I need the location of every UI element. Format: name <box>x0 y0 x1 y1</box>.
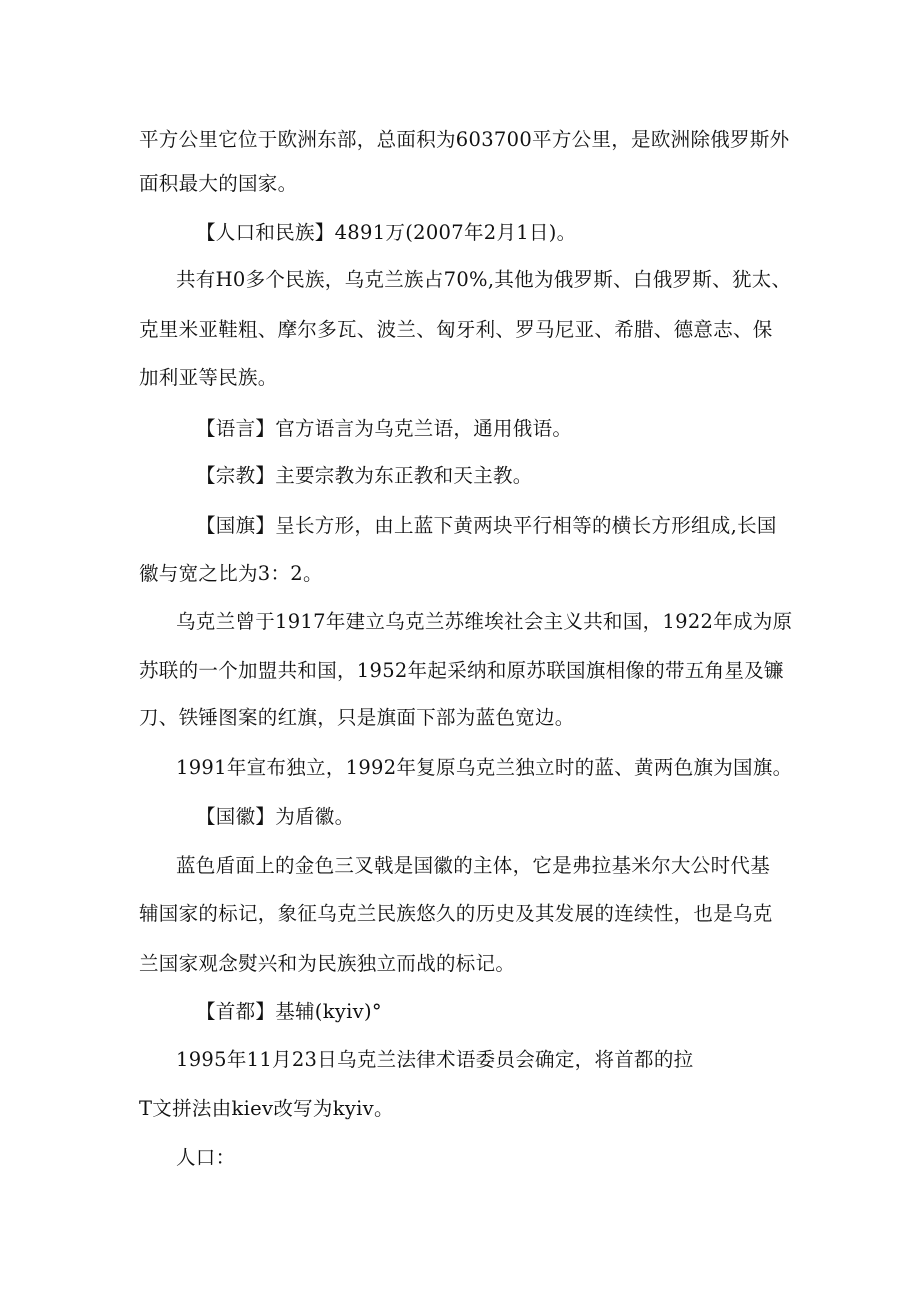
section-flag-line-1: 【国旗】呈长方形，由上蓝下黄两块平行相等的横长方形组成,长国 <box>196 514 777 537</box>
section-flag-line-2: 徽与宽之比为3：2。 <box>139 562 323 585</box>
section-language: 【语言】官方语言为乌克兰语，通用俄语。 <box>196 417 573 440</box>
paragraph-history-line-3: 刀、铁锤图案的红旗，只是旗面下部为蓝色宽边。 <box>139 706 575 729</box>
section-emblem: 【国徽】为盾徽。 <box>196 805 355 828</box>
paragraph-emblem-line-3: 兰国家观念熨兴和为民族独立而战的标记。 <box>139 952 516 975</box>
section-religion: 【宗教】主要宗教为东正教和天主教。 <box>196 464 533 487</box>
paragraph-ethnic-line-2: 克里米亚鞋粗、摩尔多瓦、波兰、匈牙利、罗马尼亚、希腊、德意志、保 <box>139 318 773 341</box>
paragraph-area-line-1: 平方公里它位于欧洲东部，总面积为603700平方公里，是欧洲除俄罗斯外 <box>139 128 790 151</box>
paragraph-capital-line-1: 1995年11月23日乌克兰法律术语委员会确定，将首都的拉 <box>176 1048 694 1071</box>
paragraph-area-line-2: 面积最大的国家。 <box>139 172 298 195</box>
paragraph-ethnic-line-3: 加利亚等民族。 <box>139 366 278 389</box>
section-population-ethnicity: 【人口和民族】4891万(2007年2月1日)。 <box>196 221 577 244</box>
paragraph-ethnic-line-1: 共有H0多个民族，乌克兰族占70%,其他为俄罗斯、白俄罗斯、犹太、 <box>176 268 792 291</box>
paragraph-history-line-1: 乌克兰曾于1917年建立乌克兰苏维埃社会主义共和国，1922年成为原 <box>176 610 793 633</box>
paragraph-capital-line-2: T文拼法由kiev改写为kyiv。 <box>139 1097 394 1120</box>
paragraph-emblem-line-2: 辅国家的标记，象征乌克兰民族悠久的历史及其发展的连续性，也是乌克 <box>139 902 773 925</box>
paragraph-emblem-line-1: 蓝色盾面上的金色三叉戟是国徽的主体，它是弗拉基米尔大公时代基 <box>176 854 771 877</box>
paragraph-history-line-2: 苏联的一个加盟共和国，1952年起采纳和原苏联国旗相像的带五角星及镰 <box>139 659 784 682</box>
heading-population: 人口： <box>176 1146 236 1169</box>
paragraph-independence: 1991年宣布独立，1992年复原乌克兰独立时的蓝、黄两色旗为国旗。 <box>176 756 793 779</box>
section-capital: 【首都】基辅(kyiv)° <box>196 1000 382 1023</box>
